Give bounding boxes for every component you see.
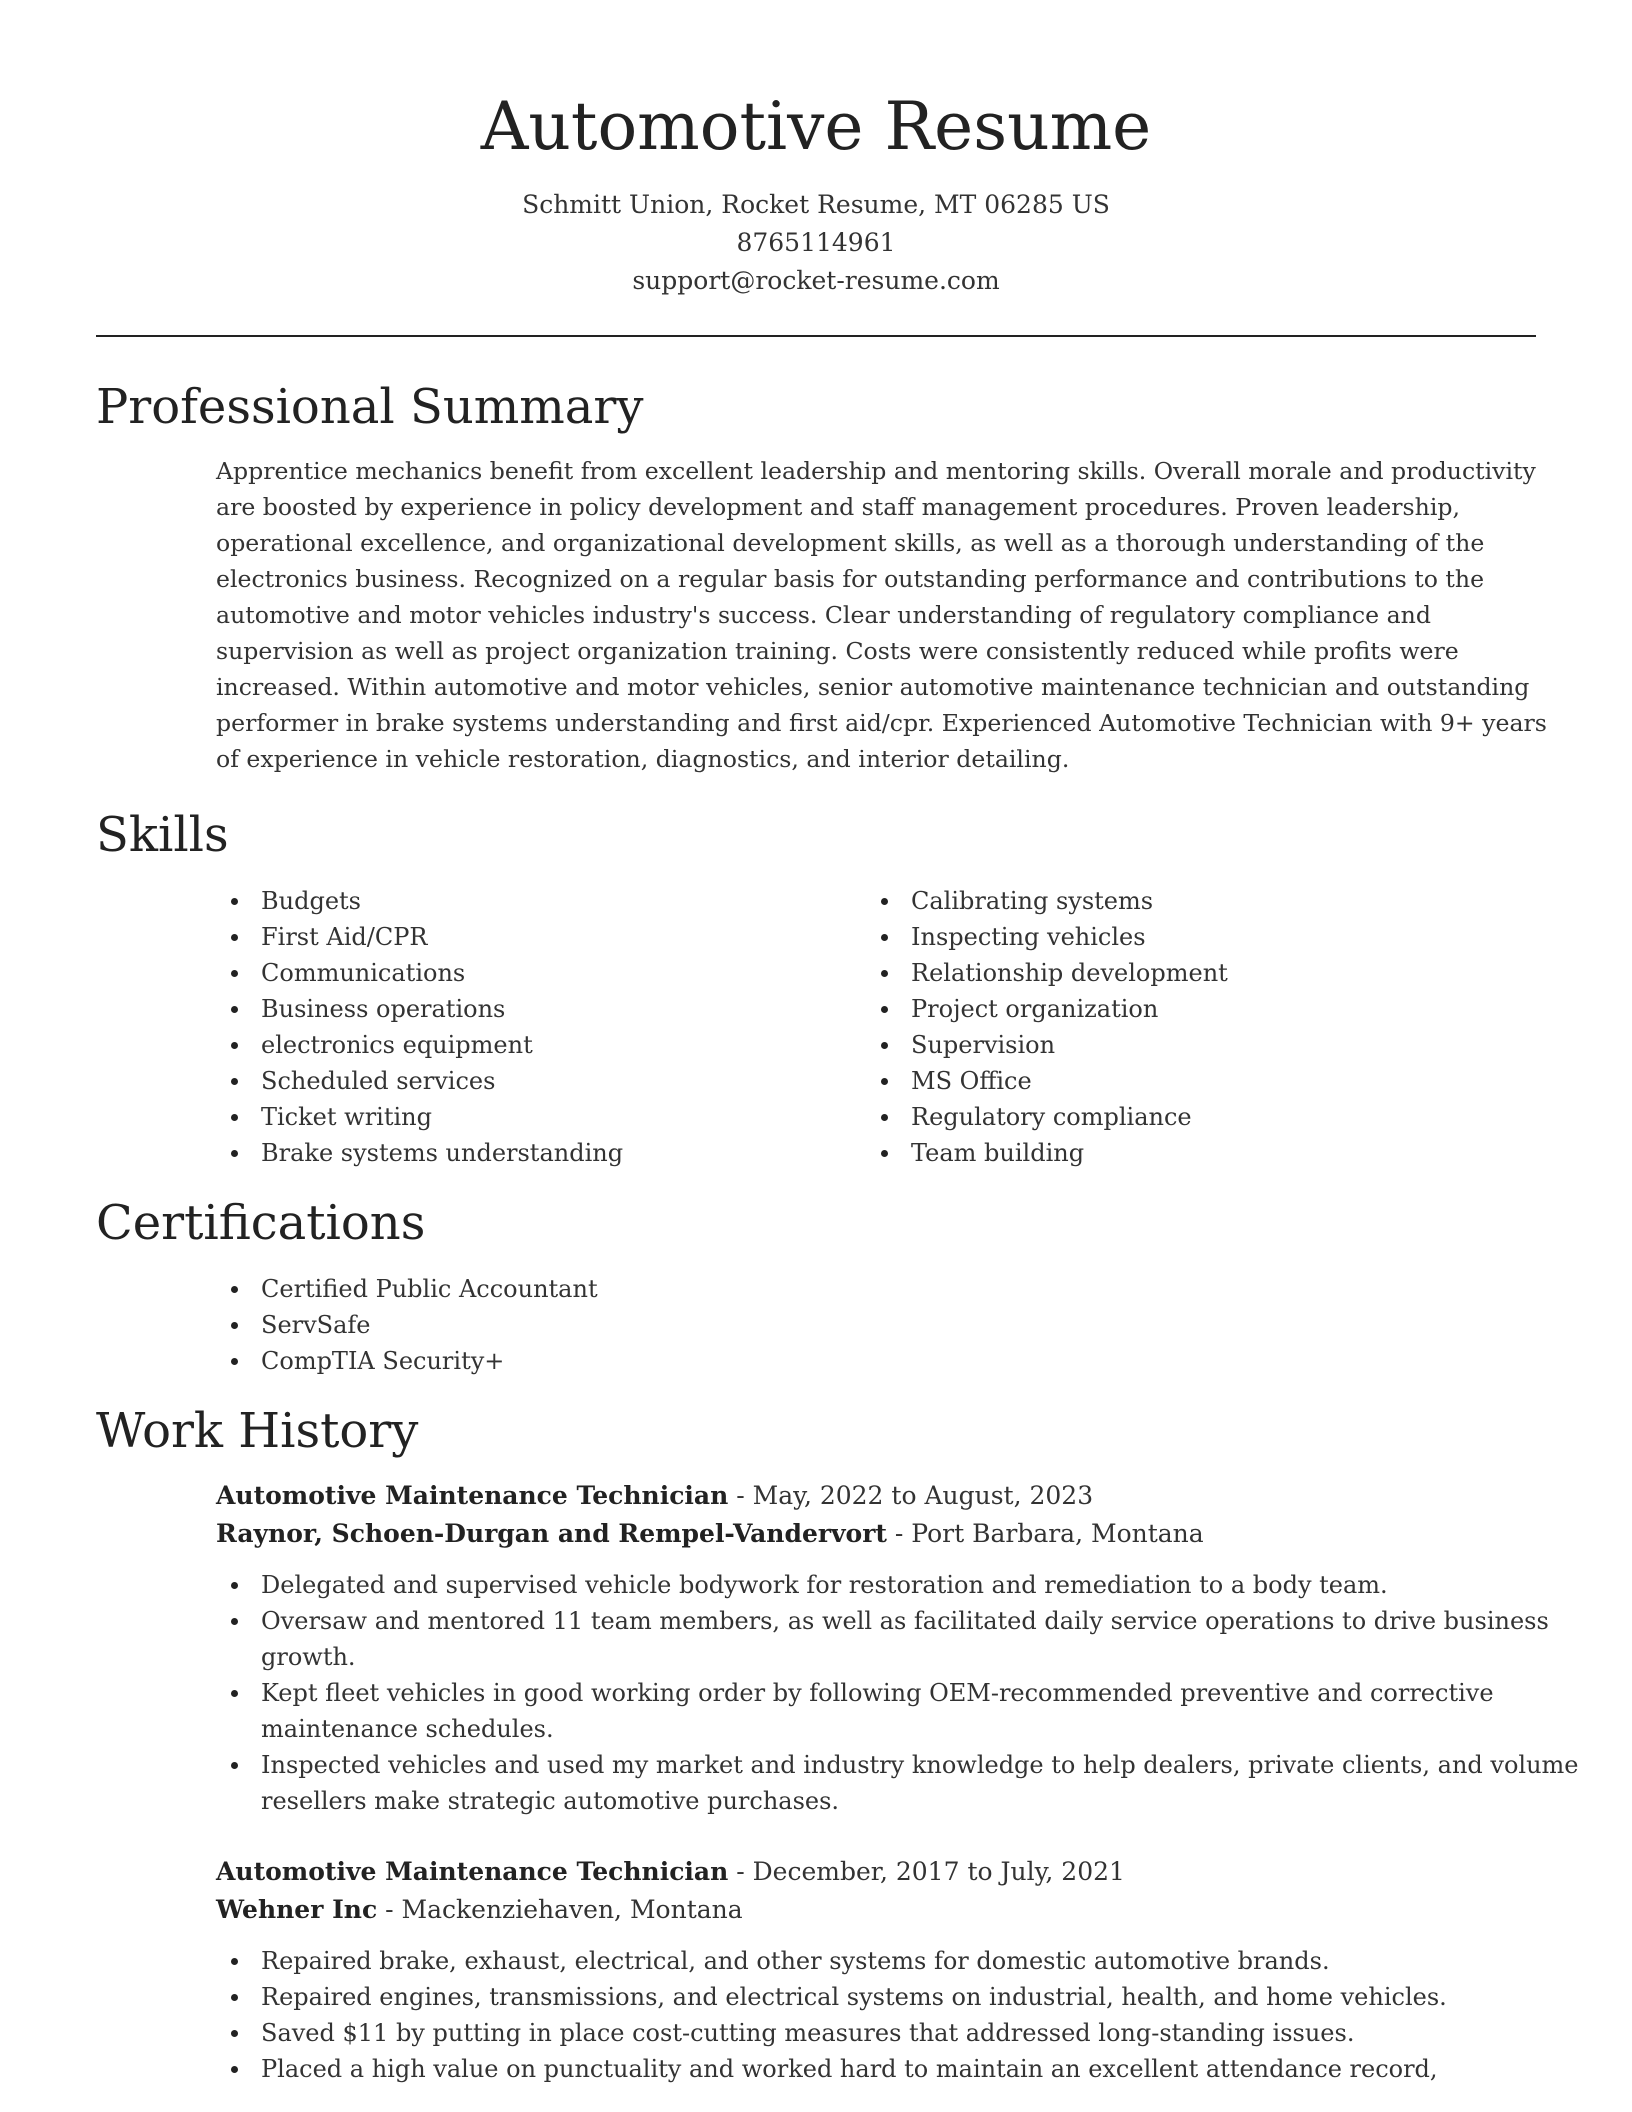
job-bullet xyxy=(96,1675,1536,1747)
job-company: Raynor, Schoen-Durgan and Rempel-Vandervort xyxy=(216,1519,887,1548)
job-bullet-line: growth. xyxy=(261,1643,356,1671)
job-bullet-line: Repaired brake, exhaust, electrical, and other systems for domestic automotive brands. xyxy=(261,1947,1330,1975)
skill-item: Communications xyxy=(96,955,746,991)
skill-item: Budgets xyxy=(96,883,746,919)
summary-text xyxy=(216,453,1547,777)
job-title-line xyxy=(216,1853,1536,1891)
summary-line: Apprentice mechanics benefit from excellent leadership and mentoring skills. Overall morale and productivity xyxy=(216,457,1536,485)
contact-address: Schmitt Union, Rocket Resume, MT 06285 US xyxy=(522,190,1110,219)
skill-item: Supervision xyxy=(746,1027,1396,1063)
job-title-line xyxy=(216,1477,1536,1515)
certification-item: CompTIA Security+ xyxy=(96,1343,1536,1379)
skill-item: MS Office xyxy=(746,1063,1396,1099)
contact-email: support@rocket-resume.com xyxy=(632,266,1000,295)
summary-line: operational excellence, and organizational development skills, as well as a thorough understanding of the xyxy=(216,529,1485,557)
job-dates: - December, 2017 to July, 2021 xyxy=(728,1857,1125,1886)
summary-line: automotive and motor vehicles industry's success. Clear understanding of regulatory compliance and xyxy=(216,601,1431,629)
job-entry xyxy=(96,1477,1579,1819)
job-role: Automotive Maintenance Technician xyxy=(216,1857,729,1886)
skill-item: Ticket writing xyxy=(96,1099,746,1135)
summary-line: performer in brake systems understanding and first aid/cpr. Experienced Automotive Technician with 9+ years xyxy=(216,709,1547,737)
job-location: - Port Barbara, Montana xyxy=(886,1519,1204,1548)
summary-line: electronics business. Recognized on a regular basis for outstanding performance and contributions to the xyxy=(216,565,1485,593)
work-history-section xyxy=(96,1401,1579,2087)
job-bullet xyxy=(96,1943,1536,1979)
job-company-line xyxy=(216,1515,1536,1553)
summary-heading: Professional Summary xyxy=(96,379,644,435)
job-bullet xyxy=(96,1979,1536,2015)
header-divider xyxy=(96,335,1536,337)
job-bullet-line: maintenance schedules. xyxy=(261,1715,554,1743)
summary-line: of experience in vehicle restoration, diagnostics, and interior detailing. xyxy=(216,745,1070,773)
skills-list-right xyxy=(746,883,1396,1171)
skill-item: Inspecting vehicles xyxy=(746,919,1396,955)
job-entry xyxy=(96,1853,1536,2087)
job-bullet xyxy=(96,2051,1536,2087)
certifications-heading: Certifications xyxy=(96,1195,426,1251)
certifications-list xyxy=(96,1271,1536,1379)
work-history-heading: Work History xyxy=(96,1403,419,1459)
job-bullet-line: Delegated and supervised vehicle bodywork for restoration and remediation to a body team. xyxy=(261,1571,1388,1599)
job-dates: - May, 2022 to August, 2023 xyxy=(728,1481,1094,1510)
job-bullet-line: resellers make strategic automotive purchases. xyxy=(261,1787,840,1815)
resume-header xyxy=(96,0,1536,300)
skill-item: Brake systems understanding xyxy=(96,1135,746,1171)
skill-item: First Aid/CPR xyxy=(96,919,746,955)
skills-section xyxy=(96,805,1536,1171)
job-bullet xyxy=(96,1747,1579,1819)
job-bullet-line: Inspected vehicles and used my market and industry knowledge to help dealers, private clients, and volume xyxy=(261,1751,1579,1779)
job-company-line xyxy=(216,1891,1536,1929)
certification-item: Certified Public Accountant xyxy=(96,1271,1536,1307)
job-role: Automotive Maintenance Technician xyxy=(216,1481,729,1510)
summary-line: increased. Within automotive and motor vehicles, senior automotive maintenance technician and outstanding xyxy=(216,673,1530,701)
summary-section xyxy=(96,377,1547,777)
skills-list-left xyxy=(96,883,746,1171)
summary-line: are boosted by experience in policy development and staff management procedures. Proven leadership, xyxy=(216,493,1460,521)
summary-line: supervision as well as project organization training. Costs were consistently reduced while profits were xyxy=(216,637,1459,665)
job-bullet xyxy=(96,1603,1549,1675)
certification-item: ServSafe xyxy=(96,1307,1536,1343)
skill-item: Business operations xyxy=(96,991,746,1027)
skills-heading: Skills xyxy=(96,807,229,863)
job-bullet-line: Placed a high value on punctuality and worked hard to maintain an excellent attendance record, xyxy=(261,2055,1438,2083)
contact-block xyxy=(96,186,1536,300)
skill-item: Project organization xyxy=(746,991,1396,1027)
job-bullet-line: Saved $11 by putting in place cost-cutting measures that addressed long-standing issues. xyxy=(261,2019,1355,2047)
job-bullet-line: Repaired engines, transmissions, and electrical systems on industrial, health, and home vehicles. xyxy=(261,1983,1447,2011)
job-bullet-line: Kept fleet vehicles in good working order by following OEM-recommended preventive and corrective xyxy=(261,1679,1494,1707)
skill-item: Regulatory compliance xyxy=(746,1099,1396,1135)
skill-item: Calibrating systems xyxy=(746,883,1396,919)
job-bullet-list xyxy=(96,1943,1536,2087)
skill-item: Relationship development xyxy=(746,955,1396,991)
job-bullet-list xyxy=(96,1567,1579,1819)
job-bullet xyxy=(96,2015,1536,2051)
job-bullet-line: Oversaw and mentored 11 team members, as well as facilitated daily service operations to drive business xyxy=(261,1607,1549,1635)
job-location: - Mackenziehaven, Montana xyxy=(377,1895,743,1924)
contact-phone: 8765114961 xyxy=(736,228,896,257)
certifications-section xyxy=(96,1193,1536,1379)
skill-item: electronics equipment xyxy=(96,1027,746,1063)
skill-item: Scheduled services xyxy=(96,1063,746,1099)
skill-item: Team building xyxy=(746,1135,1396,1171)
job-bullet xyxy=(96,1567,1536,1603)
resume-title: Automotive Resume xyxy=(480,88,1152,165)
job-company: Wehner Inc xyxy=(216,1895,378,1924)
skills-grid xyxy=(96,883,1536,1171)
resume-page xyxy=(96,0,1579,2087)
